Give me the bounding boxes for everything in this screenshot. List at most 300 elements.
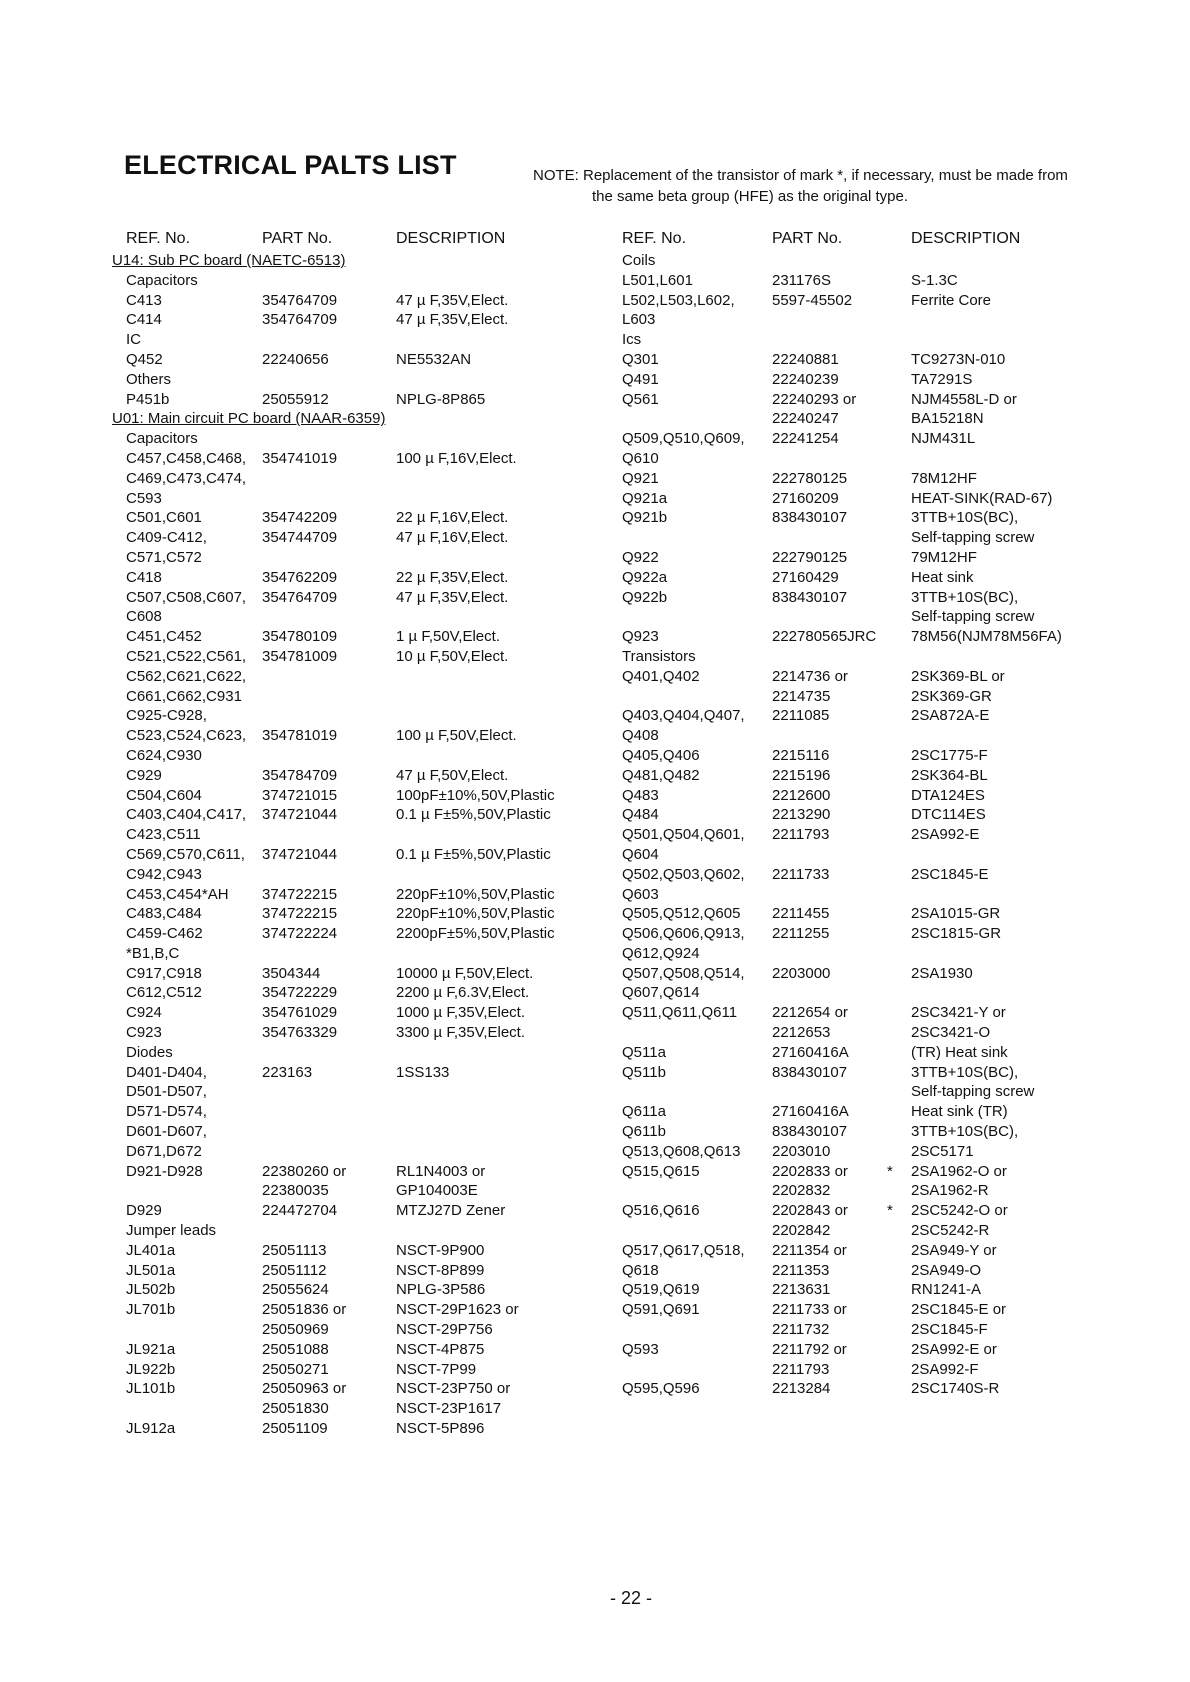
part-row <box>112 350 582 370</box>
category-heading <box>622 251 1122 271</box>
part-row <box>622 845 1122 865</box>
part-no: 231176S <box>772 271 831 289</box>
part-row <box>622 885 1122 905</box>
description: 2SC5242-R <box>911 1222 990 1240</box>
description: NSCT-23P750 or <box>396 1380 511 1398</box>
section-title: U14: Sub PC board (NAETC-6513) <box>112 252 346 269</box>
ref-no: C403,C404,C417, <box>126 806 247 824</box>
description: 2SA992-E <box>911 826 980 844</box>
part-row <box>112 1261 582 1281</box>
category-label: Transistors <box>622 647 696 665</box>
part-row <box>112 568 582 588</box>
ref-no: Q593 <box>622 1340 659 1358</box>
part-row <box>112 687 582 707</box>
part-row <box>112 588 582 608</box>
ref-no: C413 <box>126 291 162 309</box>
ref-no: Q506,Q606,Q913, <box>622 925 745 943</box>
part-no: 354761029 <box>262 1004 338 1022</box>
right-column-header <box>622 229 1122 251</box>
part-row <box>622 1300 1122 1320</box>
description: 22 µ F,16V,Elect. <box>396 509 509 527</box>
ref-no: C451,C452 <box>126 628 202 646</box>
part-row <box>622 449 1122 469</box>
part-no: 354764709 <box>262 311 338 329</box>
part-row <box>112 1082 582 1102</box>
description: 47 µ F,35V,Elect. <box>396 311 509 329</box>
part-no: 22240247 <box>772 410 839 428</box>
part-row <box>112 885 582 905</box>
ref-no: Q921a <box>622 489 668 507</box>
ref-no: C507,C508,C607, <box>126 588 247 606</box>
description: Heat sink <box>911 568 974 586</box>
ref-no: C608 <box>126 608 162 626</box>
description: DTC114ES <box>911 806 986 824</box>
part-no: 25051830 <box>262 1400 329 1418</box>
part-no: 2215116 <box>772 746 830 764</box>
part-no: 22240656 <box>262 350 329 368</box>
ref-no: D671,D672 <box>126 1142 202 1160</box>
part-row <box>622 1162 1122 1182</box>
part-row <box>112 1360 582 1380</box>
desc-header: DESCRIPTION <box>911 230 1021 247</box>
ref-no: JL922b <box>126 1360 176 1378</box>
ref-no: Q484 <box>622 806 659 824</box>
description: 220pF±10%,50V,Plastic <box>396 905 555 923</box>
ref-no: C569,C570,C611, <box>126 845 245 863</box>
part-no: 25055912 <box>262 390 329 408</box>
description: 2SA1962-R <box>911 1182 989 1200</box>
part-row <box>112 667 582 687</box>
part-row <box>622 568 1122 588</box>
description: HEAT-SINK(RAD-67) <box>911 489 1053 507</box>
description: 2SC1845-E or <box>911 1301 1007 1319</box>
part-row <box>112 1142 582 1162</box>
description: 3300 µ F,35V,Elect. <box>396 1024 526 1042</box>
part-row <box>622 1320 1122 1340</box>
part-row <box>112 865 582 885</box>
category-label: Coils <box>622 252 656 269</box>
ref-no: Q511a <box>622 1043 666 1061</box>
part-row <box>112 964 582 984</box>
part-row <box>622 429 1122 449</box>
description: BA15218N <box>911 410 984 428</box>
part-row <box>112 508 582 528</box>
description: 22 µ F,35V,Elect. <box>396 568 509 586</box>
description: 47 µ F,35V,Elect. <box>396 291 509 309</box>
part-no: 2202842 <box>772 1222 831 1240</box>
description: NJM431L <box>911 430 976 448</box>
part-row <box>622 528 1122 548</box>
ref-no: D601-D607, <box>126 1123 207 1141</box>
part-no: 224472704 <box>262 1202 338 1220</box>
part-row <box>112 390 582 410</box>
ref-no: Q509,Q510,Q609, <box>622 430 745 448</box>
part-row <box>622 1201 1122 1221</box>
part-no: 374721044 <box>262 845 338 863</box>
part-row <box>112 1003 582 1023</box>
category-heading <box>112 370 582 390</box>
description: Self-tapping screw <box>911 1083 1035 1101</box>
part-no: 838430107 <box>772 509 848 527</box>
part-row <box>112 1063 582 1083</box>
description: NSCT-29P756 <box>396 1321 493 1339</box>
description: 3TTB+10S(BC), <box>911 1063 1019 1081</box>
description: S-1.3C <box>911 271 958 289</box>
part-row <box>622 1241 1122 1261</box>
part-row <box>622 687 1122 707</box>
part-row <box>112 1241 582 1261</box>
part-header: PART No. <box>772 230 843 247</box>
part-row <box>622 726 1122 746</box>
part-row <box>622 1082 1122 1102</box>
part-row <box>112 983 582 1003</box>
description: 2SC5171 <box>911 1142 974 1160</box>
part-no: 25050271 <box>262 1360 329 1378</box>
part-row <box>112 1399 582 1419</box>
part-no: 838430107 <box>772 1063 848 1081</box>
part-row <box>112 1320 582 1340</box>
description: 10000 µ F,50V,Elect. <box>396 964 534 982</box>
part-no: 374722215 <box>262 885 338 903</box>
part-row <box>622 1360 1122 1380</box>
category-heading <box>112 1221 582 1241</box>
ref-header: REF. No. <box>622 230 687 247</box>
description: 2SC3421-O <box>911 1024 991 1042</box>
description: 2SK364-BL <box>911 766 988 784</box>
description: 2SC1775-F <box>911 746 988 764</box>
description: 47 µ F,35V,Elect. <box>396 588 509 606</box>
ref-no: C917,C918 <box>126 964 202 982</box>
description: Heat sink (TR) <box>911 1103 1008 1121</box>
part-no: 2202843 or <box>772 1202 848 1220</box>
description: 2200 µ F,6.3V,Elect. <box>396 984 530 1002</box>
ref-no: D501-D507, <box>126 1083 207 1101</box>
part-no: 374722224 <box>262 925 338 943</box>
ref-no: D401-D404, <box>126 1063 207 1081</box>
ref-no: C459-C462 <box>126 925 203 943</box>
ref-no: Q491 <box>622 370 659 388</box>
part-no: 222790125 <box>772 548 848 566</box>
part-row <box>622 607 1122 627</box>
part-no: 2211792 or <box>772 1340 847 1358</box>
ref-no: JL401a <box>126 1241 176 1259</box>
ref-no: Q921b <box>622 509 668 527</box>
part-no: 5597-45502 <box>772 291 853 309</box>
ref-no: Q483 <box>622 786 659 804</box>
ref-no: Q501,Q504,Q601, <box>622 826 745 844</box>
description: Self-tapping screw <box>911 608 1035 626</box>
part-no: 27160209 <box>772 489 839 507</box>
description: 3TTB+10S(BC), <box>911 588 1019 606</box>
ref-no: Q481,Q482 <box>622 766 700 784</box>
description: RN1241-A <box>911 1281 982 1299</box>
description: NE5532AN <box>396 350 472 368</box>
part-no: 2213290 <box>772 806 831 824</box>
ref-no: JL101b <box>126 1380 176 1398</box>
ref-no: C483,C484 <box>126 905 202 923</box>
part-row <box>622 508 1122 528</box>
description: NJM4558L-D or <box>911 390 1017 408</box>
ref-no: Q452 <box>126 350 163 368</box>
part-row <box>112 528 582 548</box>
description: 3TTB+10S(BC), <box>911 1123 1019 1141</box>
part-no: 2213631 <box>772 1281 831 1299</box>
description: 100 µ F,16V,Elect. <box>396 449 517 467</box>
ref-no: C624,C930 <box>126 746 202 764</box>
part-no: 25055624 <box>262 1281 329 1299</box>
part-no: 22240293 or <box>772 390 857 408</box>
part-no: 2214736 or <box>772 667 848 685</box>
ref-no: D571-D574, <box>126 1103 207 1121</box>
part-no: 354781009 <box>262 647 338 665</box>
description: 78M12HF <box>911 469 977 487</box>
ref-no: C924 <box>126 1004 162 1022</box>
category-label: Capacitors <box>126 430 198 448</box>
part-no: 2202833 or <box>772 1162 848 1180</box>
ref-no: C925-C928, <box>126 707 207 725</box>
part-no: 2211354 or <box>772 1241 847 1259</box>
category-label: Capacitors <box>126 271 198 289</box>
left-parts-column <box>112 229 582 1439</box>
ref-no: C523,C524,C623, <box>126 727 247 745</box>
part-no: 374721015 <box>262 786 338 804</box>
part-no: 354784709 <box>262 766 338 784</box>
part-row <box>112 1201 582 1221</box>
ref-no: Q507,Q508,Q514, <box>622 964 745 982</box>
description: 100pF±10%,50V,Plastic <box>396 786 555 804</box>
part-row <box>112 1379 582 1399</box>
ref-no: Q516,Q616 <box>622 1202 700 1220</box>
part-row <box>622 924 1122 944</box>
ref-no: C562,C621,C622, <box>126 667 247 685</box>
description: NSCT-4P875 <box>396 1340 485 1358</box>
part-row <box>112 1102 582 1122</box>
part-no: 2212600 <box>772 786 831 804</box>
section-heading <box>112 409 582 429</box>
description: 79M12HF <box>911 548 977 566</box>
part-row <box>622 746 1122 766</box>
part-no: 354781019 <box>262 727 338 745</box>
description: 2SA949-O <box>911 1261 982 1279</box>
ref-no: Q405,Q406 <box>622 746 700 764</box>
part-no: 2211455 <box>772 905 830 923</box>
category-heading <box>112 271 582 291</box>
part-no: 27160429 <box>772 568 839 586</box>
description: 2SC1815-GR <box>911 925 1002 943</box>
part-no: 25051112 <box>262 1261 327 1279</box>
description: 1SS133 <box>396 1063 450 1081</box>
category-heading <box>622 330 1122 350</box>
part-row <box>112 548 582 568</box>
ref-no: C612,C512 <box>126 984 202 1002</box>
description: DTA124ES <box>911 786 985 804</box>
part-row <box>112 904 582 924</box>
description: NSCT-7P99 <box>396 1360 477 1378</box>
part-no: 222780565JRC <box>772 628 877 646</box>
note-line-2: the same beta group (HFE) as the original type. <box>592 188 908 205</box>
part-row <box>622 983 1122 1003</box>
part-row <box>622 805 1122 825</box>
ref-no: Q604 <box>622 845 659 863</box>
ref-no: D929 <box>126 1202 162 1220</box>
part-no: 2211353 <box>772 1261 830 1279</box>
category-heading <box>112 429 582 449</box>
desc-header: DESCRIPTION <box>396 230 506 247</box>
description: 47 µ F,50V,Elect. <box>396 766 509 784</box>
hfe-mark: * <box>887 1162 893 1180</box>
part-row <box>112 1181 582 1201</box>
category-label: Ics <box>622 331 642 349</box>
part-row <box>622 904 1122 924</box>
part-no: 2203000 <box>772 964 831 982</box>
part-row <box>112 845 582 865</box>
part-row <box>622 271 1122 291</box>
ref-no: Q517,Q617,Q518, <box>622 1241 745 1259</box>
ref-no: JL501a <box>126 1261 176 1279</box>
part-row <box>112 805 582 825</box>
description: 220pF±10%,50V,Plastic <box>396 885 555 903</box>
description: 2SC5242-O or <box>911 1202 1008 1220</box>
category-label: Jumper leads <box>126 1222 217 1240</box>
description: 2SC1740S-R <box>911 1380 1000 1398</box>
ref-no: Q922 <box>622 548 659 566</box>
description: NSCT-23P1617 <box>396 1400 502 1418</box>
description: 1 µ F,50V,Elect. <box>396 628 500 646</box>
ref-no: L603 <box>622 311 656 329</box>
category-heading <box>112 1043 582 1063</box>
description: RL1N4003 or <box>396 1162 486 1180</box>
ref-no: Q505,Q512,Q605 <box>622 905 741 923</box>
description: 2SA1930 <box>911 964 973 982</box>
part-row <box>112 291 582 311</box>
ref-no: Q591,Q691 <box>622 1301 700 1319</box>
part-no: 2212654 or <box>772 1004 848 1022</box>
ref-no: C942,C943 <box>126 865 202 883</box>
ref-no: C469,C473,C474, <box>126 469 247 487</box>
description: 2SK369-BL or <box>911 667 1005 685</box>
part-no: 25050969 <box>262 1321 329 1339</box>
part-no: 354742209 <box>262 509 338 527</box>
ref-no: Q513,Q608,Q613 <box>622 1142 741 1160</box>
ref-no: Q607,Q614 <box>622 984 700 1002</box>
ref-no: JL921a <box>126 1340 176 1358</box>
part-no: 2211732 <box>772 1321 830 1339</box>
part-row <box>112 607 582 627</box>
ref-no: Q561 <box>622 390 659 408</box>
section-title: U01: Main circuit PC board (NAAR-6359) <box>112 410 386 428</box>
part-row <box>622 1043 1122 1063</box>
part-row <box>112 944 582 964</box>
part-no: 25051088 <box>262 1340 329 1358</box>
ref-no: C593 <box>126 489 162 507</box>
ref-no: Q611b <box>622 1123 666 1141</box>
ref-no: C661,C662,C931 <box>126 687 242 705</box>
ref-no: C521,C522,C561, <box>126 647 247 665</box>
description: 1000 µ F,35V,Elect. <box>396 1004 526 1022</box>
category-label: IC <box>126 331 141 349</box>
part-row <box>622 548 1122 568</box>
page-number: - 22 - <box>610 1588 653 1608</box>
part-no: 354744709 <box>262 529 338 547</box>
description: 2SA872A-E <box>911 707 990 725</box>
part-row <box>622 390 1122 410</box>
part-no: 2202832 <box>772 1182 831 1200</box>
description: 0.1 µ F±5%,50V,Plastic <box>396 845 551 863</box>
part-row <box>112 489 582 509</box>
part-row <box>622 825 1122 845</box>
part-no: 22240239 <box>772 370 839 388</box>
description: TC9273N-010 <box>911 350 1006 368</box>
description: TA7291S <box>911 370 973 388</box>
ref-no: Q511b <box>622 1063 666 1081</box>
part-no: 354764709 <box>262 291 338 309</box>
part-row <box>622 588 1122 608</box>
part-no: 354780109 <box>262 628 338 646</box>
part-row <box>622 1003 1122 1023</box>
ref-no: Q603 <box>622 885 659 903</box>
part-no: 2211793 <box>772 1360 830 1378</box>
part-row <box>622 489 1122 509</box>
part-row <box>622 786 1122 806</box>
ref-no: C418 <box>126 568 162 586</box>
ref-no: C423,C511 <box>126 826 201 844</box>
part-row <box>622 865 1122 885</box>
description: 2SC1845-E <box>911 865 989 883</box>
ref-header: REF. No. <box>126 230 191 247</box>
part-no: 3504344 <box>262 964 321 982</box>
part-row <box>622 944 1122 964</box>
ref-no: Q922b <box>622 588 668 606</box>
description: 2SK369-GR <box>911 687 992 705</box>
part-row <box>112 825 582 845</box>
part-row <box>622 1221 1122 1241</box>
right-parts-column <box>622 229 1122 1399</box>
part-row <box>622 1261 1122 1281</box>
ref-no: JL912a <box>126 1420 176 1438</box>
description: NSCT-9P900 <box>396 1241 485 1259</box>
part-no: 374721044 <box>262 806 338 824</box>
part-row <box>622 667 1122 687</box>
part-no: 22241254 <box>772 430 839 448</box>
replacement-note <box>533 165 1068 207</box>
part-row <box>622 1063 1122 1083</box>
part-row <box>622 469 1122 489</box>
part-no: 25051109 <box>262 1420 328 1438</box>
part-no: 2214735 <box>772 687 831 705</box>
part-row <box>622 1379 1122 1399</box>
ref-no: Q515,Q615 <box>622 1162 700 1180</box>
ref-no: C504,C604 <box>126 786 202 804</box>
part-row <box>112 1280 582 1300</box>
part-row <box>112 1419 582 1439</box>
ref-no: Q923 <box>622 628 659 646</box>
ref-no: *B1,B,C <box>126 944 180 962</box>
part-no: 2211255 <box>772 925 830 943</box>
ref-no: Q301 <box>622 350 659 368</box>
ref-no: C457,C458,C468, <box>126 449 247 467</box>
part-no: 27160416A <box>772 1103 849 1121</box>
description: 2SA992-F <box>911 1360 979 1378</box>
description: MTZJ27D Zener <box>396 1202 506 1220</box>
description: 100 µ F,50V,Elect. <box>396 727 517 745</box>
description: 2SC1845-F <box>911 1321 988 1339</box>
part-no: 354722229 <box>262 984 338 1002</box>
ref-no: Q922a <box>622 568 668 586</box>
part-no: 2211733 or <box>772 1301 847 1319</box>
left-column-header <box>112 229 582 251</box>
ref-no: C453,C454*AH <box>126 885 229 903</box>
description: Self-tapping screw <box>911 529 1035 547</box>
